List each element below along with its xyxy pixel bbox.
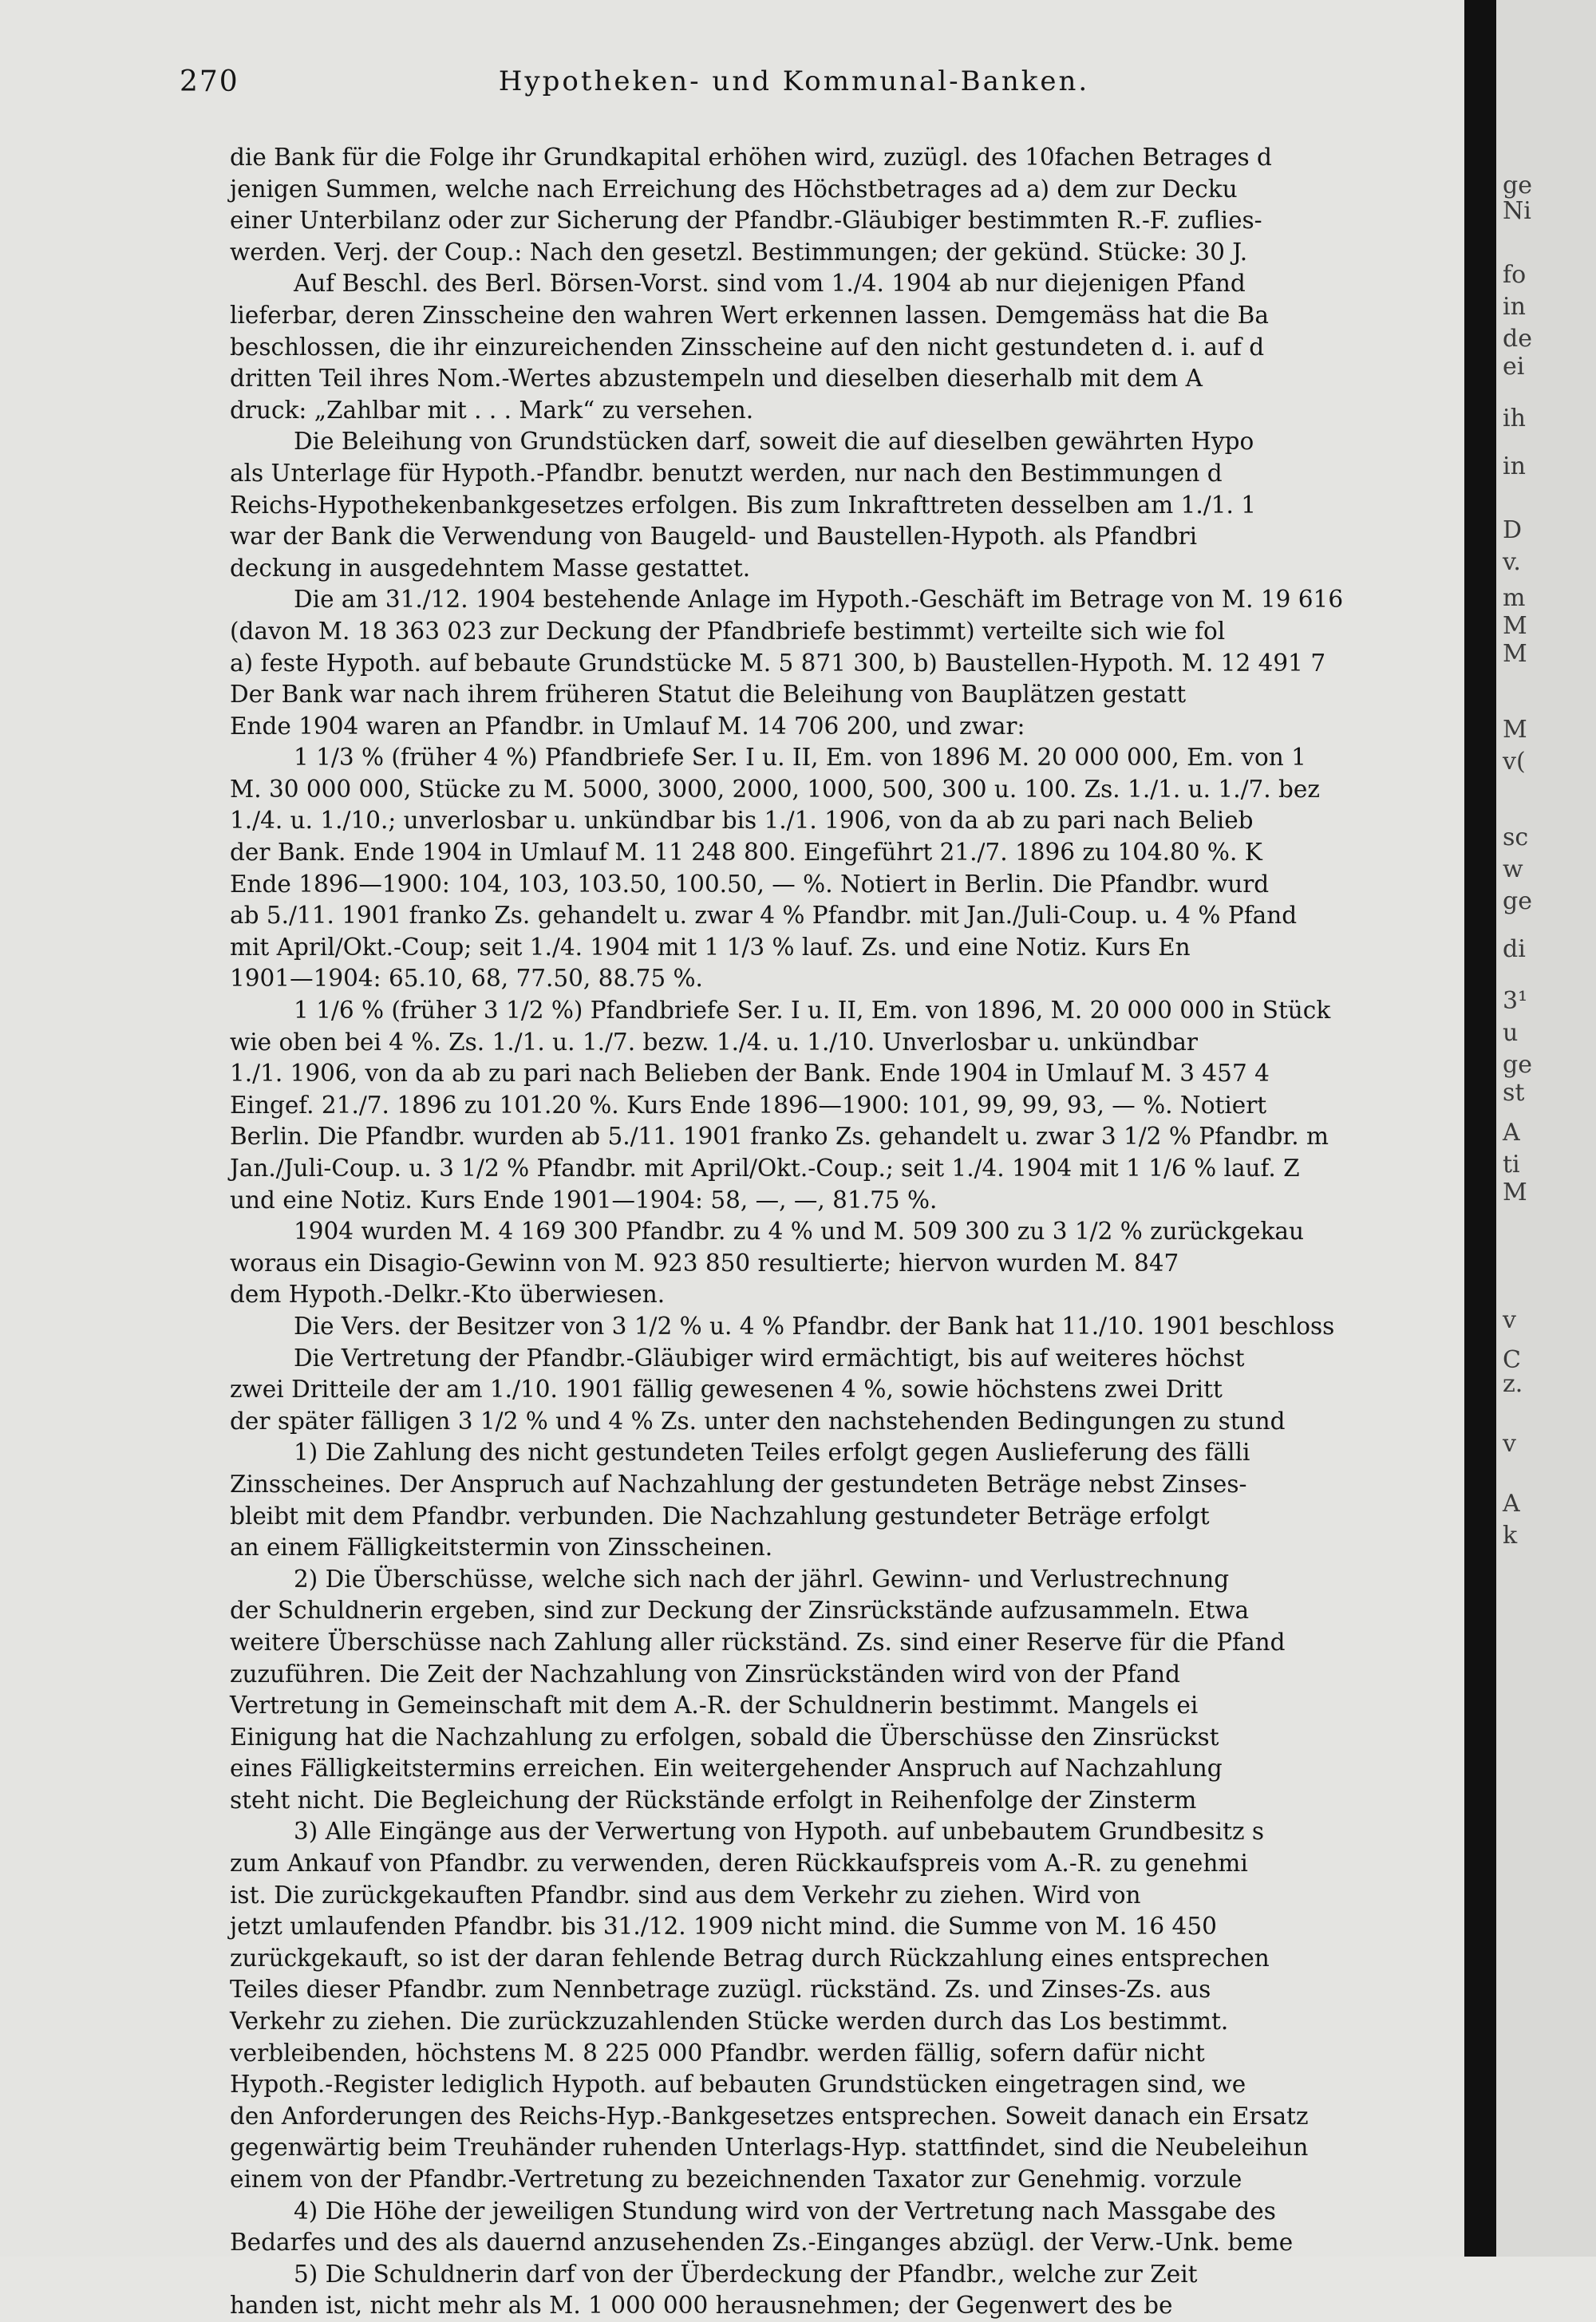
text-line: a) feste Hypoth. auf bebaute Grundstücke M. 5 871 300, b) Baustellen-Hypoth. M. 12 491 7 [230, 649, 1326, 677]
text-line: und eine Notiz. Kurs Ende 1901—1904: 58, —, —, 81.75 %. [230, 1186, 938, 1214]
text-line: bleibt mit dem Pfandbr. verbunden. Die Nachzahlung gestundeter Beträge erfolgt [230, 1502, 1210, 1530]
adjacent-page-fragment: A [1503, 1490, 1520, 1518]
text-line: 1./4. u. 1./10.; unverlosbar u. unkündbar bis 1./1. 1906, von da ab zu pari nach Belieb [230, 807, 1254, 835]
adjacent-page-fragment: v. [1503, 548, 1521, 576]
text-line: Zinsscheines. Der Anspruch auf Nachzahlung der gestundeten Beträge nebst Zinses- [230, 1470, 1247, 1498]
adjacent-page-fragment: m [1503, 584, 1526, 612]
text-line: den Anforderungen des Reichs-Hyp.-Bankgesetzes entsprechen. Soweit danach ein Ersatz [230, 2102, 1309, 2130]
text-line: 1./1. 1906, von da ab zu pari nach Belieben der Bank. Ende 1904 in Umlauf M. 3 457 4 [230, 1060, 1270, 1088]
text-line: 1 1/6 % (früher 3 1/2 %) Pfandbriefe Ser. I u. II, Em. von 1896, M. 20 000 000 in Stück [294, 997, 1331, 1025]
page-number: 270 [180, 65, 239, 98]
text-line: Eingef. 21./7. 1896 zu 101.20 %. Kurs Ende 1896—1900: 101, 99, 99, 93, — %. Notiert [230, 1091, 1267, 1119]
text-line: Der Bank war nach ihrem früheren Statut die Beleihung von Bauplätzen gestatt [230, 681, 1187, 709]
page-header [180, 65, 1408, 105]
text-line: dritten Teil ihres Nom.-Wertes abzustempeln und dieselben dieserhalb mit dem A [230, 365, 1203, 393]
adjacent-page-fragment: v [1503, 1306, 1516, 1334]
adjacent-page-fragment: in [1503, 452, 1526, 480]
adjacent-page-fragment: in [1503, 293, 1526, 321]
text-line: zurückgekauft, so ist der daran fehlende Betrag durch Rückzahlung eines entsprechen [230, 1944, 1270, 1972]
adjacent-page-fragment: v [1503, 1430, 1516, 1458]
text-line: der Schuldnerin ergeben, sind zur Deckung der Zinsrückstände aufzusammeln. Etwa [230, 1597, 1250, 1625]
adjacent-page-fragment: ti [1503, 1151, 1520, 1179]
text-line: einem von der Pfandbr.-Vertretung zu bezeichnenden Taxator zur Genehmig. vorzule [230, 2166, 1242, 2193]
adjacent-page-fragment: sc [1503, 823, 1529, 851]
adjacent-page-fragment: 3¹ [1503, 987, 1528, 1015]
text-line: 1904 wurden M. 4 169 300 Pfandbr. zu 4 % und M. 509 300 zu 3 1/2 % zurückgekau [294, 1218, 1304, 1246]
adjacent-page-fragment: ge [1503, 172, 1532, 199]
text-line: werden. Verj. der Coup.: Nach den gesetzl. Bestimmungen; der gekünd. Stücke: 30 J. [230, 238, 1248, 266]
adjacent-page-fragment: w [1503, 855, 1523, 883]
text-line: der später fälligen 3 1/2 % und 4 % Zs. unter den nachstehenden Bedingungen zu stund [230, 1407, 1286, 1435]
text-line: Verkehr zu ziehen. Die zurückzuzahlenden Stücke werden durch das Los bestimmt. [230, 2008, 1229, 2036]
adjacent-page-fragment: ih [1503, 405, 1526, 432]
text-line: Ende 1904 waren an Pfandbr. in Umlauf M. 14 706 200, und zwar: [230, 712, 1025, 740]
adjacent-page-fragment: u [1503, 1019, 1519, 1047]
adjacent-page-fragment: v( [1503, 748, 1526, 776]
text-line: Teiles dieser Pfandbr. zum Nennbetrage zuzügl. rückständ. Zs. und Zinses-Zs. aus [230, 1976, 1211, 2004]
text-line: 4) Die Höhe der jeweiligen Stundung wird von der Vertretung nach Massgabe des [294, 2197, 1276, 2225]
text-line: deckung in ausgedehntem Masse gestattet. [230, 554, 751, 582]
text-line: mit April/Okt.-Coup; seit 1./4. 1904 mit 1 1/3 % lauf. Zs. und eine Notiz. Kurs En [230, 933, 1191, 961]
text-line: eines Fälligkeitstermins erreichen. Ein weitergehender Anspruch auf Nachzahlung [230, 1755, 1223, 1783]
text-line: Die am 31./12. 1904 bestehende Anlage im Hypoth.-Geschäft im Betrage von M. 19 616 [294, 586, 1344, 614]
adjacent-page-fragment: ei [1503, 353, 1525, 381]
text-line: wie oben bei 4 %. Zs. 1./1. u. 1./7. bezw. 1./4. u. 1./10. Unverlosbar u. unkündbar [230, 1028, 1199, 1056]
text-line: Die Beleihung von Grundstücken darf, soweit die auf dieselben gewährten Hypo [294, 428, 1254, 456]
adjacent-page-fragment: ge [1503, 1051, 1532, 1079]
text-line: verbleibenden, höchstens M. 8 225 000 Pfandbr. werden fällig, sofern dafür nicht [230, 2039, 1205, 2067]
text-line: 1901—1904: 65.10, 68, 77.50, 88.75 %. [230, 965, 703, 993]
adjacent-page-fragment: M [1503, 612, 1527, 640]
adjacent-page-fragment: M [1503, 1179, 1527, 1206]
text-line: Vertretung in Gemeinschaft mit dem A.-R. der Schuldnerin bestimmt. Mangels ei [230, 1692, 1199, 1720]
text-line: beschlossen, die ihr einzureichenden Zinsscheine auf den nicht gestundeten d. i. auf d [230, 333, 1265, 361]
text-line: jetzt umlaufenden Pfandbr. bis 31./12. 1909 nicht mind. die Summe von M. 16 450 [230, 1913, 1217, 1941]
text-line: M. 30 000 000, Stücke zu M. 5000, 3000, 2000, 1000, 500, 300 u. 100. Zs. 1./1. u. 1./7. bez [230, 775, 1320, 803]
text-line: Bedarfes und des als dauernd anzusehenden Zs.-Einganges abzügl. der Verw.-Unk. beme [230, 2229, 1294, 2257]
text-line: ist. Die zurückgekauften Pfandbr. sind aus dem Verkehr zu ziehen. Wird von [230, 1881, 1141, 1909]
text-line: Einigung hat die Nachzahlung zu erfolgen, sobald die Überschüsse den Zinsrückst [230, 1723, 1219, 1751]
adjacent-page-fragment: di [1503, 935, 1526, 963]
adjacent-page-fragment: Ni [1503, 197, 1531, 225]
adjacent-page-fragment: fo [1503, 261, 1527, 289]
text-line: 5) Die Schuldnerin darf von der Überdeckung der Pfandbr., welche zur Zeit [294, 2260, 1198, 2288]
text-line: jenigen Summen, welche nach Erreichung des Höchstbetrages ad a) dem zur Decku [230, 175, 1238, 203]
text-line: 3) Alle Eingänge aus der Verwertung von Hypoth. auf unbebautem Grundbesitz s [294, 1818, 1265, 1846]
adjacent-page-fragment: ge [1503, 887, 1532, 915]
adjacent-page-fragment: C [1503, 1346, 1521, 1374]
text-line: einer Unterbilanz oder zur Sicherung der Pfandbr.-Gläubiger bestimmten R.-F. zuflies- [230, 207, 1262, 235]
text-line: 1 1/3 % (früher 4 %) Pfandbriefe Ser. I u. II, Em. von 1896 M. 20 000 000, Em. von 1 [294, 744, 1306, 772]
text-line: gegenwärtig beim Treuhänder ruhenden Unterlags-Hyp. stattfindet, sind die Neubeleihun [230, 2134, 1309, 2162]
text-line: zuzuführen. Die Zeit der Nachzahlung von Zinsrückständen wird von der Pfand [230, 1660, 1181, 1688]
text-line: der Bank. Ende 1904 in Umlauf M. 11 248 800. Eingeführt 21./7. 1896 zu 104.80 %. K [230, 839, 1262, 867]
text-line: steht nicht. Die Begleichung der Rückstände erfolgt in Reihenfolge der Zinsterm [230, 1786, 1197, 1814]
adjacent-page-fragment: A [1503, 1119, 1520, 1147]
text-line: Berlin. Die Pfandbr. wurden ab 5./11. 1901 franko Zs. gehandelt u. zwar 3 1/2 % Pfandbr. m [230, 1123, 1329, 1151]
text-line: druck: „Zahlbar mit . . . Mark“ zu versehen. [230, 396, 754, 424]
adjacent-page-fragment: D [1503, 516, 1523, 544]
adjacent-page-fragment: de [1503, 325, 1532, 353]
book-gutter [1464, 0, 1496, 2257]
text-line: Die Vertretung der Pfandbr.-Gläubiger wird ermächtigt, bis auf weiteres höchst [294, 1344, 1245, 1372]
text-line: lieferbar, deren Zinsscheine den wahren Wert erkennen lassen. Demgemäss hat die Ba [230, 301, 1269, 329]
text-line: handen ist, nicht mehr als M. 1 000 000 herausnehmen; der Gegenwert des be [230, 2292, 1173, 2320]
text-line: zwei Dritteile der am 1./10. 1901 fällig gewesenen 4 %, sowie höchstens zwei Dritt [230, 1376, 1223, 1404]
adjacent-page-fragment: k [1503, 1522, 1518, 1550]
text-line: an einem Fälligkeitstermin von Zinsscheinen. [230, 1534, 773, 1562]
adjacent-page-edge [1496, 0, 1596, 2257]
text-line: woraus ein Disagio-Gewinn von M. 923 850 resultierte; hiervon wurden M. 847 [230, 1249, 1179, 1277]
text-line: war der Bank die Verwendung von Baugeld- und Baustellen-Hypoth. als Pfandbri [230, 523, 1198, 551]
text-line: dem Hypoth.-Delkr.-Kto überwiesen. [230, 1281, 666, 1309]
running-title: Hypotheken- und Kommunal-Banken. [498, 65, 1090, 97]
text-line: Reichs-Hypothekenbankgesetzes erfolgen. Bis zum Inkrafttreten desselben am 1./1. 1 [230, 491, 1257, 519]
text-line: Die Vers. der Besitzer von 3 1/2 % u. 4 % Pfandbr. der Bank hat 11./10. 1901 beschloss [294, 1312, 1335, 1340]
text-line: ab 5./11. 1901 franko Zs. gehandelt u. zwar 4 % Pfandbr. mit Jan./Juli-Coup. u. 4 % Pfand [230, 902, 1298, 930]
adjacent-page-fragment: z. [1503, 1370, 1523, 1398]
text-line: 2) Die Überschüsse, welche sich nach der jährl. Gewinn- und Verlustrechnung [294, 1565, 1230, 1593]
text-line: Auf Beschl. des Berl. Börsen-Vorst. sind vom 1./4. 1904 ab nur diejenigen Pfand [294, 270, 1246, 298]
text-line: Hypoth.-Register lediglich Hypoth. auf bebauten Grundstücken eingetragen sind, we [230, 2071, 1246, 2099]
text-line: als Unterlage für Hypoth.-Pfandbr. benutzt werden, nur nach den Bestimmungen d [230, 459, 1223, 487]
text-line: zum Ankauf von Pfandbr. zu verwenden, deren Rückkaufspreis vom A.-R. zu genehmi [230, 1850, 1248, 1878]
text-line: (davon M. 18 363 023 zur Deckung der Pfandbriefe bestimmt) verteilte sich wie fol [230, 617, 1226, 645]
adjacent-page-fragment: st [1503, 1079, 1525, 1107]
text-line: 1) Die Zahlung des nicht gestundeten Teiles erfolgt gegen Auslieferung des fälli [294, 1439, 1250, 1467]
text-line: Ende 1896—1900: 104, 103, 103.50, 100.50, — %. Notiert in Berlin. Die Pfandbr. wurd [230, 870, 1270, 898]
body-text [230, 142, 1427, 2322]
text-line: die Bank für die Folge ihr Grundkapital erhöhen wird, zuzügl. des 10fachen Betrages d [230, 144, 1272, 171]
text-line: Jan./Juli-Coup. u. 3 1/2 % Pfandbr. mit April/Okt.-Coup.; seit 1./4. 1904 mit 1 1/6 % lauf. Z [230, 1155, 1300, 1182]
adjacent-page-fragment: M [1503, 716, 1527, 744]
adjacent-page-fragment: M [1503, 640, 1527, 668]
text-line: weitere Überschüsse nach Zahlung aller rückständ. Zs. sind einer Reserve für die Pfand [230, 1628, 1286, 1656]
